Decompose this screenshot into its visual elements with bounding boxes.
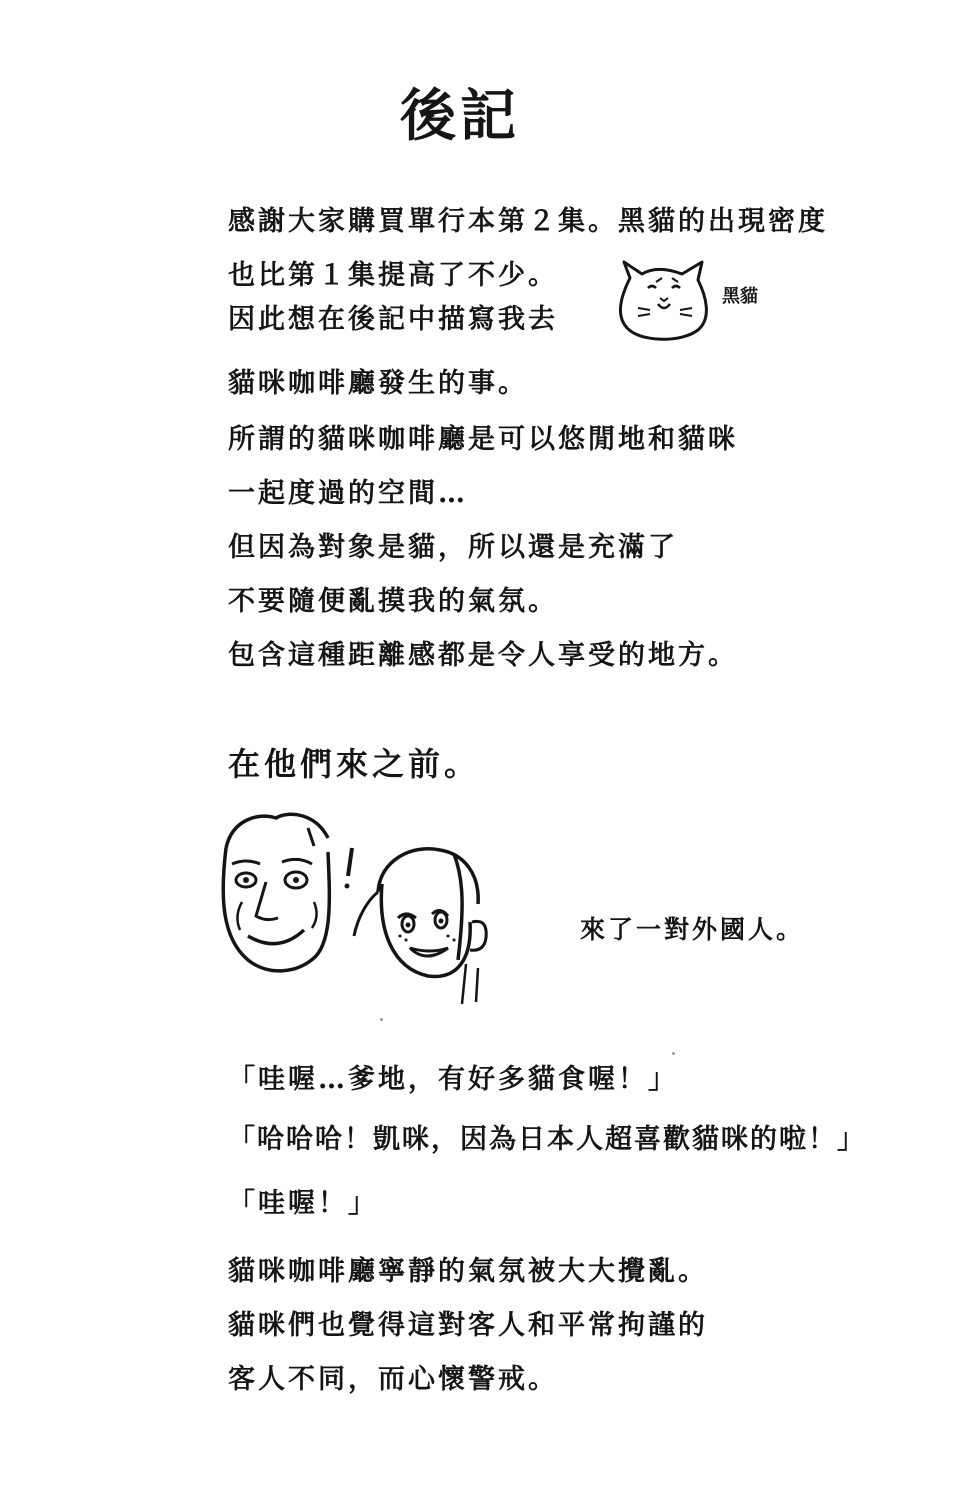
intro-line: 貓咪咖啡廳發生的事。 <box>228 368 528 399</box>
speck <box>672 1052 675 1055</box>
couple-caption: 來了一對外國人。 <box>580 915 805 944</box>
intro-line: 包含這種距離感都是令人享受的地方。 <box>228 640 738 671</box>
intro-line: 因此想在後記中描寫我去 <box>228 304 558 335</box>
closing-line: 客人不同，而心懷警戒。 <box>228 1364 558 1395</box>
intro-line: 一起度過的空間… <box>228 478 468 509</box>
intro-line: 所謂的貓咪咖啡廳是可以悠閒地和貓咪 <box>228 424 738 455</box>
speck <box>380 1018 383 1021</box>
girl-face-doodle-icon <box>348 840 508 1010</box>
intro-line: 也比第１集提高了不少。 <box>228 260 558 291</box>
cat-label: 黑貓 <box>722 286 758 307</box>
intro-line: 不要隨便亂摸我的氣氛。 <box>228 586 558 617</box>
closing-line: 貓咪咖啡廳寧靜的氣氛被大大攪亂。 <box>228 1256 708 1287</box>
intro-line: 但因為對象是貓，所以還是充滿了 <box>228 532 678 563</box>
page-title: 後記 <box>400 84 520 149</box>
black-cat-doodle-icon <box>610 258 720 348</box>
dialogue-line: 「哇喔！」 <box>228 1188 378 1219</box>
closing-line: 貓咪們也覺得這對客人和平常拘謹的 <box>228 1310 708 1341</box>
dialogue-line: 「哈哈哈！凱咪，因為日本人超喜歡貓咪的啦！」 <box>228 1124 866 1155</box>
dialogue-line: 「哇喔…爹地，有好多貓食喔！」 <box>228 1064 678 1095</box>
intro-line: 感謝大家購買單行本第２集。黑貓的出現密度 <box>228 206 828 237</box>
section-heading: 在他們來之前。 <box>228 745 481 783</box>
man-face-doodle-icon <box>212 808 362 978</box>
